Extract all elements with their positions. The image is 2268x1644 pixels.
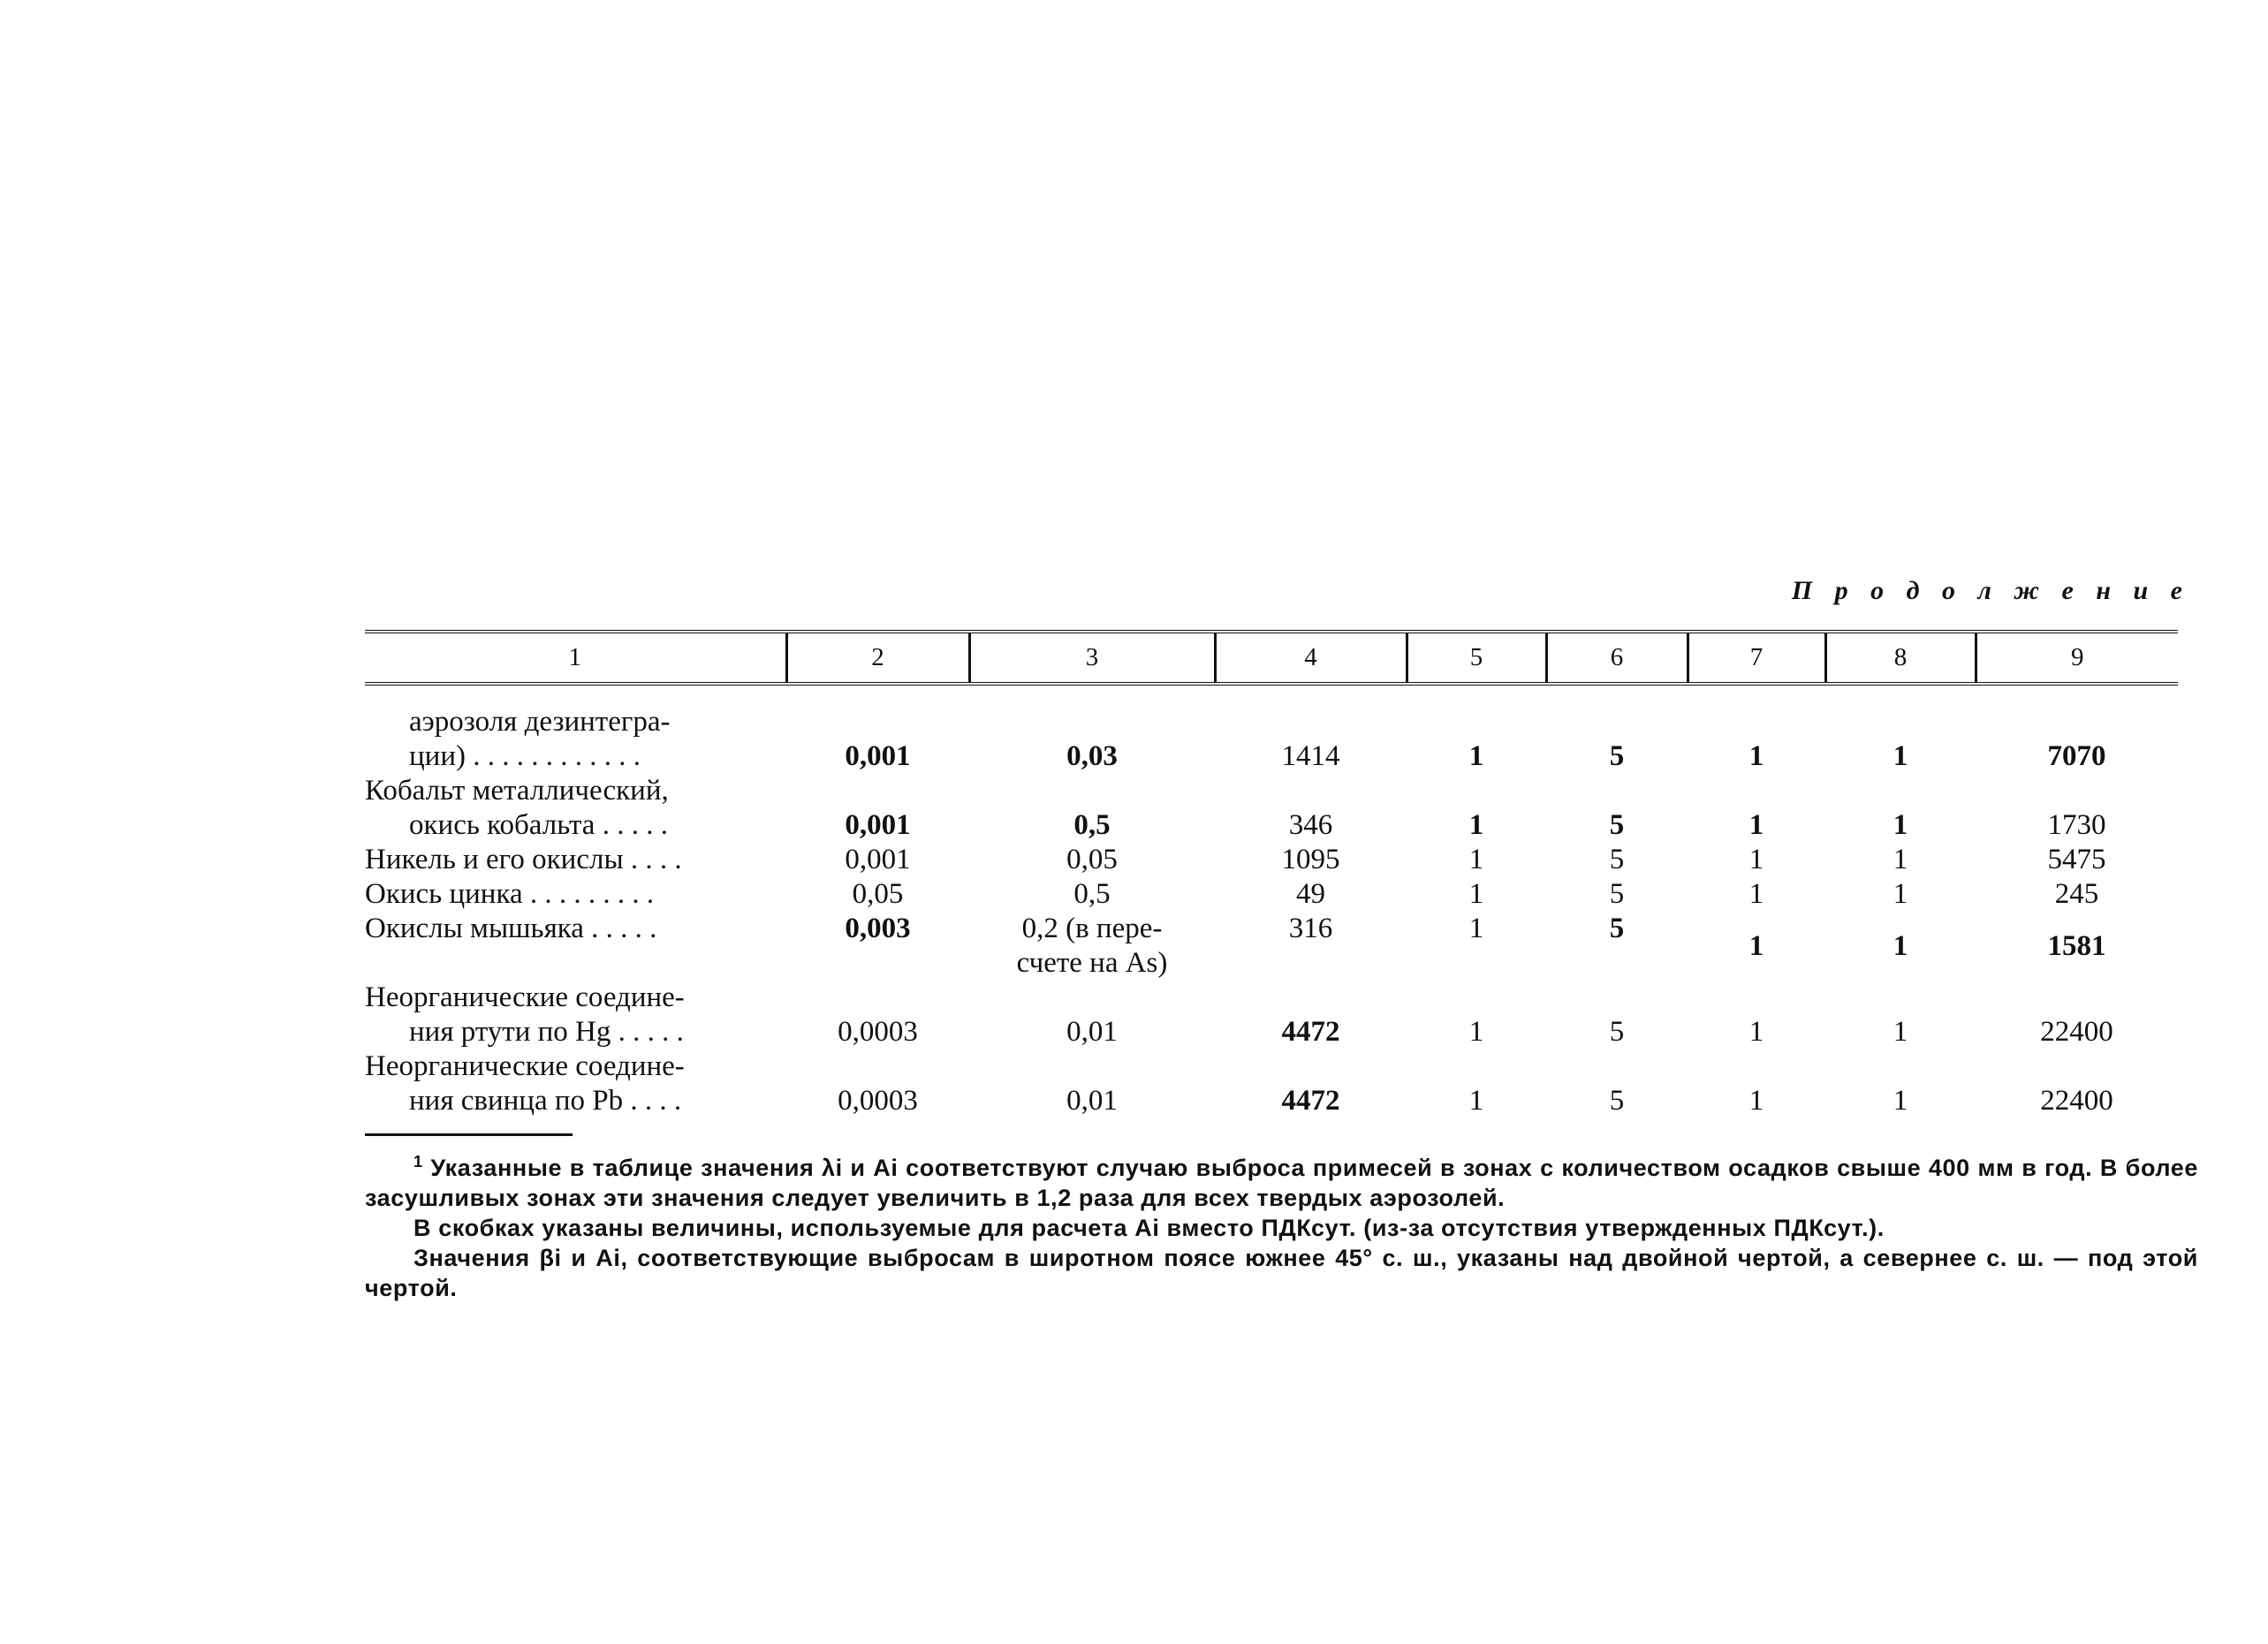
table-cell: 4472	[1281, 1016, 1340, 1048]
substance-name-line: Окислы мышьяка . . . . .	[365, 913, 657, 944]
table-cell: 0,03	[1066, 740, 1118, 772]
table-cell: 0,001	[845, 740, 911, 772]
column-header: 7	[1688, 632, 1825, 684]
column-header: 6	[1546, 632, 1688, 684]
table-cell: 7070	[2047, 740, 2106, 772]
substance-name-cell	[365, 843, 786, 877]
table-spacer	[365, 684, 2178, 705]
table-cell: 1	[1893, 929, 1908, 962]
table-cell: 0,5	[1073, 809, 1111, 841]
footnote-separator	[365, 1133, 573, 1136]
substance-name-cell	[365, 705, 786, 774]
table-cell: 5	[1609, 878, 1625, 910]
table-cell: 1095	[1281, 844, 1340, 875]
footnotes	[365, 1147, 2198, 1303]
substance-name-line: Кобальт металлический,	[365, 775, 669, 807]
table-cell: 1	[1468, 1016, 1484, 1048]
table-cell: 0,5	[1073, 878, 1111, 910]
substance-name-line: Неорганические соедине-	[365, 1050, 685, 1082]
table-cell: 22400	[2040, 1085, 2113, 1117]
table-cell: 5475	[2047, 844, 2106, 875]
substance-name-line: аэрозоля дезинтегра-	[409, 706, 671, 738]
column-header: 3	[969, 632, 1215, 684]
substance-name-cell	[365, 912, 786, 981]
table-cell: 1	[1468, 878, 1484, 910]
data-table	[365, 630, 2178, 1118]
table-cell: 1	[1748, 844, 1764, 875]
table-cell: 0,0003	[838, 1016, 918, 1048]
substance-name-cell	[365, 877, 786, 912]
table-cell: 5	[1609, 844, 1625, 875]
table-cell: 1	[1893, 740, 1908, 772]
table-cell: 0,003	[845, 913, 911, 944]
table-cell: 5	[1609, 1085, 1625, 1117]
table-cell: 1	[1468, 1085, 1484, 1117]
column-header: 4	[1215, 632, 1407, 684]
table-cell: 1581	[2047, 929, 2106, 962]
table-cell: 1	[1468, 913, 1484, 944]
table-cell: 0,05	[1066, 844, 1118, 875]
table-cell: 1	[1748, 929, 1764, 962]
table-cell: 1414	[1281, 740, 1340, 772]
substance-name-line: ции) . . . . . . . . . . . .	[409, 740, 641, 772]
table-cell: 0,001	[845, 809, 911, 841]
table-row	[365, 843, 2178, 877]
substance-name-line: Окись цинка . . . . . . . . .	[365, 878, 655, 910]
substance-name-line: Никель и его окислы . . . .	[365, 844, 682, 875]
table-cell: 316	[1288, 913, 1333, 944]
column-header: 9	[1976, 632, 2178, 684]
table-row	[365, 774, 2178, 843]
data-table-wrapper	[365, 630, 2178, 1118]
table-cell: 1	[1893, 809, 1908, 841]
table-row	[365, 1049, 2178, 1118]
table-cell: 0,001	[845, 844, 911, 875]
table-cell: 1730	[2047, 809, 2106, 841]
table-cell-line: счете на As)	[1016, 947, 1168, 979]
table-cell: 1	[1468, 809, 1484, 841]
table-cell: 1	[1748, 809, 1764, 841]
table-cell: 1	[1748, 878, 1764, 910]
footnote-marker: 1	[413, 1153, 423, 1170]
table-cell: 1	[1893, 878, 1908, 910]
table-cell: 5	[1609, 809, 1625, 841]
table-cell: 5	[1609, 1016, 1625, 1048]
table-cell: 1	[1893, 1085, 1908, 1117]
table-cell	[969, 912, 1215, 981]
table-cell: 0,01	[1066, 1085, 1118, 1117]
table-cell-line: 0,2 (в пере-	[1021, 913, 1163, 944]
table-cell: 49	[1296, 878, 1325, 910]
column-header: 1	[568, 643, 581, 671]
substance-name-line: ния свинца по Pb . . . .	[409, 1085, 682, 1117]
header-row	[365, 632, 2178, 684]
table-cell: 1	[1893, 1016, 1908, 1048]
continuation-label: П р о д о л ж е н и е	[1791, 576, 2190, 605]
table-cell: 1	[1468, 740, 1484, 772]
table-cell: 0,01	[1066, 1016, 1118, 1048]
table-row	[365, 981, 2178, 1049]
footnote-1-text: Указанные в таблице значения λi и Ai соответствуют случаю выброса примесей в зонах с количеством осадков свыше 400 мм в год. В более засушливых зонах эти значения следует увеличить в 1,2 раза для всех твердых аэрозолей.	[365, 1155, 2198, 1211]
footnote-2: В скобках указаны величины, используемые для расчета Ai вместо ПДКсут. (из-за отсутствия утвержденных ПДКсут.).	[413, 1215, 1885, 1241]
table-cell: 4472	[1281, 1085, 1340, 1117]
table-cell: 245	[2054, 878, 2099, 910]
table-cell: 5	[1609, 740, 1625, 772]
column-header: 8	[1825, 632, 1976, 684]
table-cell: 346	[1288, 809, 1333, 841]
table-row	[365, 912, 2178, 981]
footnote-3: Значения βi и Ai, соответствующие выбросам в широтном поясе южнее 45° с. ш., указаны над двойной чертой, а севернее с. ш. — под этой чертой.	[365, 1245, 2198, 1301]
substance-name-line: окись кобальта . . . . .	[409, 809, 668, 841]
substance-name-cell	[365, 1049, 786, 1118]
table-cell: 1	[1748, 1085, 1764, 1117]
table-cell: 5	[1609, 913, 1625, 944]
table-cell: 1	[1468, 844, 1484, 875]
column-header: 5	[1407, 632, 1546, 684]
table-cell: 0,0003	[838, 1085, 918, 1117]
table-cell: 0,05	[852, 878, 904, 910]
substance-name-line: Неорганические соедине-	[365, 981, 685, 1013]
table-cell: 1	[1748, 740, 1764, 772]
column-header: 2	[786, 632, 969, 684]
substance-name-line: ния ртути по Hg . . . . .	[409, 1016, 684, 1048]
substance-name-cell	[365, 981, 786, 1049]
table-row	[365, 705, 2178, 774]
table-cell: 22400	[2040, 1016, 2113, 1048]
footnote-1	[365, 1147, 2198, 1213]
table-cell: 1	[1748, 1016, 1764, 1048]
table-cell: 1	[1893, 844, 1908, 875]
substance-name-cell	[365, 774, 786, 843]
table-row	[365, 877, 2178, 912]
